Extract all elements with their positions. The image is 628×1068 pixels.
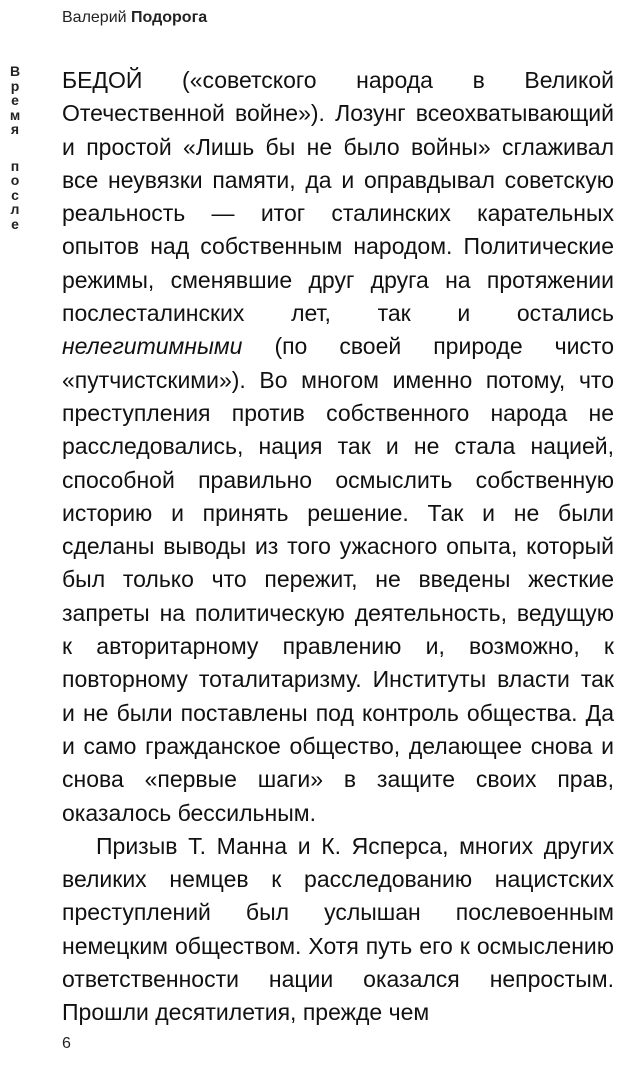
- title-letter: п: [10, 157, 20, 174]
- vertical-book-title: [6, 64, 24, 231]
- author-first-name: Валерий: [62, 9, 127, 26]
- paragraph-text: БЕДОЙ («советского народа в Великой Отечественной войне»). Лозунг всеохватывающий и простой «Лишь бы не было войны» сглаживал все неувязки памяти, да и оправдывал советскую реальность — итог сталинских карательных опытов над собственным народом. Политические режимы, сменявшие друг друга на протяжении послесталинских лет, так и остались: [62, 67, 614, 327]
- paragraph-text: (по своей природе чисто «путчистскими»). Во многом именно потому, что преступления против собственного народа не расследовались, нация так и не стала нацией, способной правильно осмыслить собственную историю и принять решение. Так и не были сделаны выводы из того ужасного опыта, который был только что пережит, не введены жесткие запреты на политическую деятельность, ведущую к авторитарному правлению и, возможно, к повторному тоталитаризму. Институты власти так и не были поставлены под контроль общества. Да и само гражданское общество, делающее снова и снова «первые шаги» в защите своих прав, оказалось бессильным.: [62, 333, 614, 826]
- paragraph: Призыв Т. Манна и К. Ясперса, многих других великих немцев к расследованию нацистских преступлений был услышан послевоенным немецким обществом. Хотя путь его к осмыслению ответственности нации оказался непростым. Прошли десятилетия, прежде чем: [62, 832, 614, 1026]
- title-letter: я: [10, 121, 20, 137]
- title-letter: с: [11, 186, 19, 203]
- body-text: [62, 64, 614, 1030]
- title-letter: л: [10, 201, 20, 217]
- title-letter: В: [9, 63, 21, 79]
- emphasis-text: нелегитимными: [62, 333, 243, 360]
- paragraph: [62, 64, 614, 830]
- page-number: 6: [62, 1035, 71, 1052]
- running-header: [62, 8, 207, 28]
- title-letter: е: [11, 92, 19, 108]
- title-letter: о: [10, 172, 20, 188]
- title-word-gap: [6, 137, 24, 159]
- title-letter: р: [10, 77, 20, 94]
- title-letter: м: [9, 106, 21, 123]
- title-letter: е: [11, 215, 19, 232]
- author-last-name: Подорога: [131, 9, 208, 26]
